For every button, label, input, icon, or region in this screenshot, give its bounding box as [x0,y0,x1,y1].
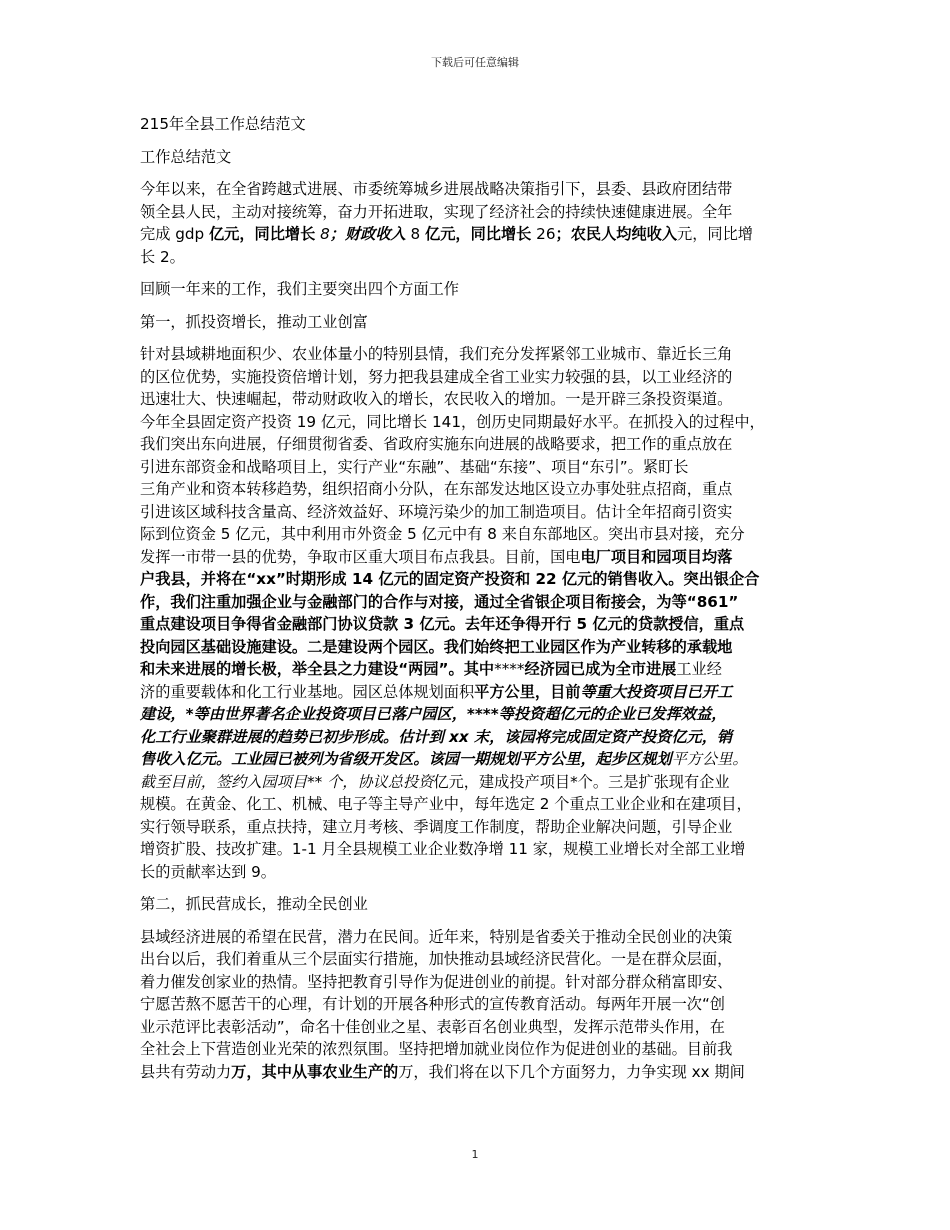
text-line [140,411,816,434]
text-line [140,146,816,169]
text-line [140,311,816,334]
text-run: 第一，抓投资增长，推动工业创富 [140,312,368,331]
text-run: 26 [531,225,556,243]
text-run: 投向园区基础设施建设。二是建设两个园区。我们始终把工业园区作为产业转移的承载地 [140,637,733,656]
text-run: 出台以后，我们着重从三个层面实行措施，加快推动县域经济民营化。一是在群众层面， [140,950,733,968]
text-run: 户我县，并将在“xx”时期形成 14 亿元的固定资产投资和 22 亿元的销售收入。突出银企合 [140,570,760,588]
text-line [140,816,816,839]
text-line [140,456,816,479]
text-run: 规模。在黄金、化工、机械、电子等主导产业中，每年选定 2 个重点工业企业和在建项目， [140,795,752,813]
text-line [140,388,816,411]
text-line [140,793,816,816]
text-run: 引进东部资金和战略项目上，实行产业“东融”、基础“东接”、项目“东引”。紧盯长 [140,457,689,476]
text-line [140,948,816,971]
text-run: 第二，抓民营成长，推动全民创业 [140,895,368,913]
text-run: 宁愿苦熬不愿苦干的心理，有计划的开展各种形式的宣传教育活动。每两年开展一次“创 [140,995,725,1013]
text-line [140,246,816,269]
text-line [140,926,816,949]
text-run: 8 [315,225,330,243]
text-line [140,971,816,994]
text-line [140,993,816,1016]
paragraph-gap [140,301,816,311]
text-run: **** [494,660,525,678]
text-run: 平方公里。 [671,750,748,768]
text-line [140,838,816,861]
text-run: 经济园已成为全市进展 [524,660,677,678]
text-run: 的区位优势，实施投资倍增计划，努力把我县建成全省工业实力较强的县，以工业经济的 [140,367,733,386]
text-run: 万，我们将在以下几个方面努力，力争实现 xx 期间 [398,1062,745,1081]
text-run: 亿元，建成投产项目*个。三是扩张现有企业 [433,772,730,791]
text-line [140,893,816,916]
text-run: 截至目前，签约入园项目** 个，协议总投资 [140,772,434,791]
text-run: 县域经济进展的希望在民营，潜力在民间。近年来，特别是省委关于推动全民创业的决策 [140,927,733,946]
text-run: 215年全县工作总结范文 [140,115,306,133]
text-run: 引进该区域科技含量高、经济效益好、环境污染少的加工制造项目。估计全年招商引资实 [140,502,733,521]
text-run: 全社会上下营造创业光荣的浓烈氛围。坚持把增加就业岗位作为促进创业的基础。目前我 [140,1040,733,1058]
text-line [140,861,816,884]
text-line [140,178,816,201]
text-run: 化工行业聚群进展的趋势已初步形成。估计到 xx 末，该园将完成固定资产投资亿元，销 [140,727,733,746]
text-run: 三角产业和资本转移趋势，组织招商小分队，在东部发达地区设立办事处驻点招商，重点 [140,480,733,498]
text-line [140,201,816,224]
text-run: 济的重要载体和化工行业基地。园区总体规划面积 [140,682,475,701]
paragraph-gap [140,268,816,278]
text-line [140,658,816,681]
text-line [140,1038,816,1061]
text-run: 领全县人民，主动对接统筹，奋力开拓进取，实现了经济社会的持续快速健康进展。全年 [140,202,733,221]
page-header: 下载后可任意编辑 [431,56,519,69]
text-run: 工作总结范文 [140,147,232,166]
text-run: 今年全县固定资产投资 19 亿元，同比增长 141，创历史同期最好水平。在抓投入的过程中， [140,412,765,431]
text-line [140,113,816,136]
text-run: 业示范评比表彰活动”，命名十佳创业之星、表彰百名创业典型，发挥示范带头作用，在 [140,1017,725,1036]
text-run: 着力催发创家业的热情。坚持把教育引导作为促进创业的前提。针对部分群众稍富即安、 [140,972,733,991]
text-line [140,278,816,301]
text-line [140,613,816,636]
text-run: 长 2。 [140,247,185,266]
paragraph-gap [140,916,816,926]
text-run: 发挥一市带一县的优势，争取市区重大项目布点我县。目前，国电 [140,547,581,566]
text-line [140,433,816,456]
text-line [140,366,816,389]
text-run: 建设，*等由世界著名企业投资项目已落户园区，****等投资超亿元的企业已发挥效益， [140,705,727,723]
text-run: 平方公里，目前 [474,682,581,701]
text-run: 和未来进展的增长极，举全县之力建设“两园”。其中 [140,660,495,678]
text-line [140,546,816,569]
text-run: 针对县域耕地面积少、农业体量小的特别县情，我们充分发挥紧邻工业城市、靠近长三角 [140,345,733,363]
text-run: 工业经 [676,660,722,678]
text-run: 今年以来，在全省跨越式进展、市委统筹城乡进展战略决策指引下，县委、县政府团结带 [140,180,733,198]
text-run: 万，其中从事农业生产的 [231,1062,399,1081]
text-run: 等重大投资项目已开工 [580,682,733,701]
text-run: 售收入亿元。工业园已被列为省级开发区。该园一期规划平方公里， [140,750,596,768]
text-run: 重点建设项目争得省金融部门协议贷款 3 亿元。去年还争得开行 5 亿元的贷款授信，重点 [140,615,745,633]
text-run: 完成 gdp [140,225,209,243]
text-line [140,771,816,794]
text-line [140,523,816,546]
paragraph-gap [140,883,816,893]
text-run: 亿元，同比增长 [208,225,316,243]
text-run: 元，同比增 [677,225,753,243]
text-line [140,591,816,614]
text-run: 8 [405,225,426,243]
text-line [140,343,816,366]
text-run: 亿元，同比增长 [425,225,532,243]
text-run: 作，我们注重加强企业与金融部门的合作与对接，通过全省银企项目衔接会，为等“861” [140,592,739,611]
text-run: 长的贡献率达到 9。 [140,862,276,881]
text-line [140,703,816,726]
paragraph-gap [140,333,816,343]
text-run: 迅速壮大、快速崛起，带动财政收入的增长，农民收入的增加。一是开辟三条投资渠道。 [140,390,733,408]
text-line [140,223,816,246]
text-run: ；农民人均纯收入 [555,225,677,243]
text-line [140,1061,816,1084]
text-run: 电厂项目和园项目均落 [580,547,733,566]
text-line [140,1016,816,1039]
document-body [140,113,816,1083]
text-line [140,726,816,749]
text-run: 增资扩股、技改扩建。1-1 月全县规模工业企业数净增 11 家，规模工业增长对全部工业增 [140,840,746,858]
text-line [140,501,816,524]
text-line [140,748,816,771]
text-line [140,568,816,591]
page-number: 1 [471,1148,479,1161]
paragraph-gap [140,168,816,178]
text-run: 回顾一年来的工作，我们主要突出四个方面工作 [140,280,459,298]
text-run: ；财政收入 [329,225,406,243]
text-run: 实行领导联系，重点扶持，建立月考核、季调度工作制度，帮助企业解决问题，引导企业 [140,817,733,836]
text-line [140,681,816,704]
text-line [140,478,816,501]
paragraph-gap [140,136,816,146]
text-line [140,636,816,659]
text-run: 起步区规划 [595,750,672,768]
text-run: 际到位资金 5 亿元，其中利用市外资金 5 亿元中有 8 来自东部地区。突出市县对接，充分 [140,525,745,543]
text-run: 县共有劳动力 [140,1062,232,1081]
text-run: 我们突出东向进展，仔细贯彻省委、省政府实施东向进展的战略要求，把工作的重点放在 [140,435,733,453]
